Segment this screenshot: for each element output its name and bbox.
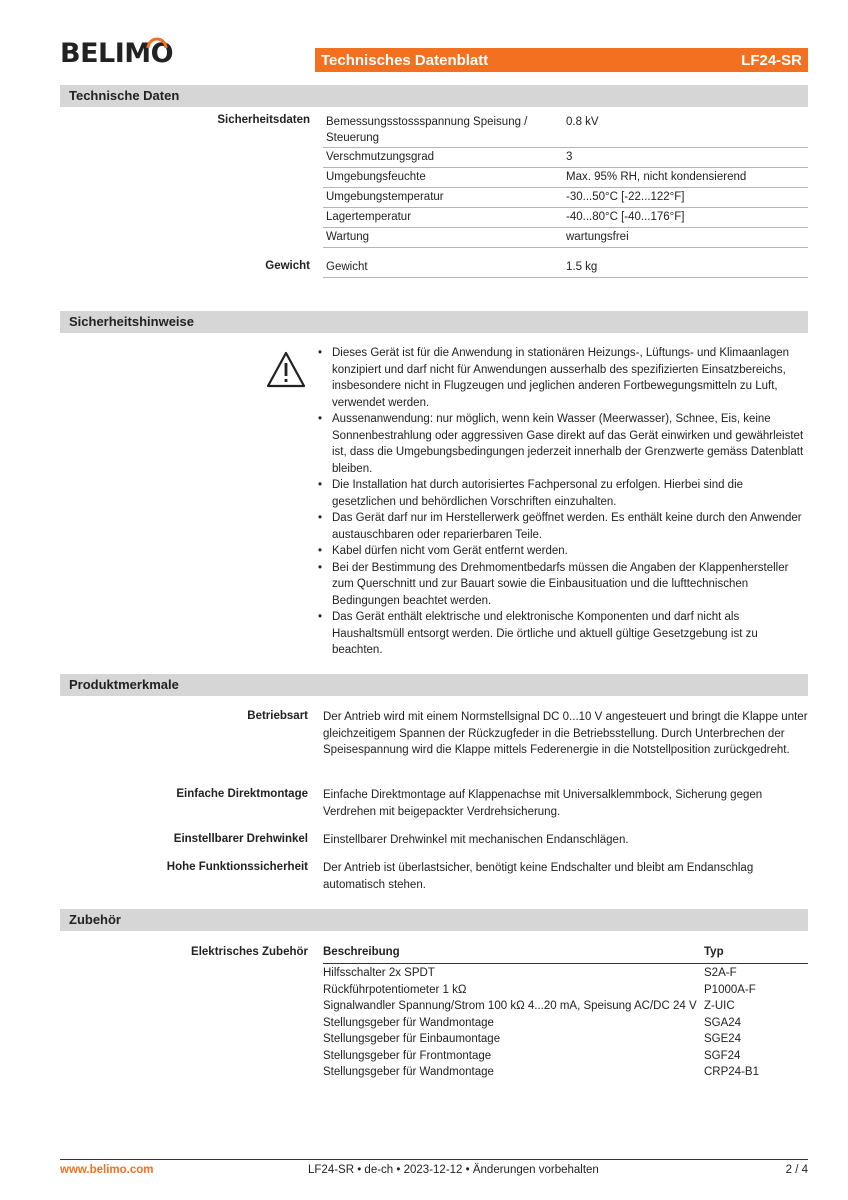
row-value: Max. 95% RH, nicht kondensierend xyxy=(566,171,747,183)
table-row xyxy=(323,259,808,278)
section-technical-data: Technische Daten xyxy=(60,85,808,107)
safety-bullet-list xyxy=(316,345,806,659)
table-row xyxy=(323,998,808,1015)
row-name: Umgebungstemperatur xyxy=(326,191,444,203)
table-row xyxy=(323,1064,808,1081)
feature-text: Einstellbarer Drehwinkel mit mechanischen Endanschlägen. xyxy=(323,834,629,846)
table-row xyxy=(323,982,808,999)
accessory-description: Stellungsgeber für Frontmontage xyxy=(323,1049,492,1062)
logo-text: BELIMO xyxy=(60,38,174,69)
warning-triangle-icon xyxy=(265,350,307,390)
list-item: • Aussenanwendung: nur möglich, wenn kein Wasser (Meerwasser), Schnee, Eis, keine Sonnenbestrahlung oder aggressiven Gase direkt auf das Gerät einwirken und gewährleistet ist, dass die Umgebungsbedingungen jederzeit innerhalb der Grenzwerte gemäss Datenblatt bleiben. xyxy=(316,411,806,477)
accessory-description: Signalwandler Spannung/Strom 100 kΩ 4...20 mA, Speisung AC/DC 24 V xyxy=(323,1000,697,1012)
row-value: wartungsfrei xyxy=(566,231,629,243)
accessory-type: Z-UIC xyxy=(704,1000,735,1012)
document-title: Technisches Datenblatt xyxy=(321,51,489,69)
accessory-type: CRP24-B1 xyxy=(704,1066,759,1078)
column-header-type: Typ xyxy=(704,946,724,958)
feature-label: Einfache Direktmontage xyxy=(176,788,308,800)
row-value: 0.8 kV xyxy=(566,116,599,128)
feature-label: Hohe Funktionssicherheit xyxy=(166,861,308,873)
row-name: Lagertemperatur xyxy=(326,211,412,223)
list-item: • Dieses Gerät ist für die Anwendung in stationären Heizungs-, Lüftungs- und Klimaanlagen konzipiert und darf nicht für Anwendungen ausserhalb des spezifizierten Einsatzbereichs, insbesondere nicht in Flugzeugen und jeglichen anderen Fortbewegungsmitteln zu Luft, verwendet werden. xyxy=(316,345,806,411)
row-value: 1.5 kg xyxy=(566,261,598,273)
feature-text: Einfache Direktmontage auf Klappenachse mit Universalklemmbock, Sicherung gegen Verdrehen mit beigepackter Verdrehsicherung. xyxy=(323,789,763,818)
table-row xyxy=(323,1031,808,1048)
footer-divider xyxy=(60,1159,808,1160)
table-row xyxy=(323,965,808,982)
row-name: Verschmutzungsgrad xyxy=(326,151,435,163)
accessory-type: SGF24 xyxy=(704,1049,741,1062)
header-divider xyxy=(323,963,808,964)
table-row xyxy=(323,149,808,168)
accessory-description: Stellungsgeber für Wandmontage xyxy=(323,1016,494,1029)
table-row xyxy=(323,1048,808,1065)
list-item: • Das Gerät enthält elektrische und elektronische Komponenten und darf nicht als Haushaltsmüll entsorgt werden. Die örtliche und aktuell gültige Gesetzgebung ist zu beachten. xyxy=(316,609,806,659)
table-row xyxy=(323,229,808,248)
table-row xyxy=(323,113,808,148)
table-row xyxy=(323,1015,808,1032)
feature-text: Der Antrieb wird mit einem Normstellsignal DC 0...10 V angesteuert und bringt die Klappe unter gleichzeitigem Spannen der Rückzugfeder in die Betriebsstellung. Durch Unterbrechen der Speisespannung wird die Klappe mittels Federenergie in die Notstellposition zurückgedreht. xyxy=(323,711,808,756)
accessory-description: Rückführpotentiometer 1 kΩ xyxy=(323,983,467,996)
document-header-bar xyxy=(315,48,808,72)
row-value: -30...50°C [-22...122°F] xyxy=(566,191,685,203)
accessory-description: Hilfsschalter 2x SPDT xyxy=(323,967,435,979)
list-item: • Die Installation hat durch autorisiertes Fachpersonal zu erfolgen. Hierbei sind die gesetzlichen und behördlichen Vorschriften einzuhalten. xyxy=(316,477,806,510)
accessory-group-label: Elektrisches Zubehör xyxy=(191,946,308,958)
logo-arc-icon xyxy=(146,36,168,50)
feature-text: Der Antrieb ist überlastsicher, benötigt keine Endschalter und bleibt am Endanschlag automatisch stehen. xyxy=(323,862,754,891)
section-product-features: Produktmerkmale xyxy=(60,674,808,696)
footer-document-info: LF24-SR • de-ch • 2023-12-12 • Änderungen vorbehalten xyxy=(308,1164,599,1176)
row-value: 3 xyxy=(566,151,573,163)
feature-label: Einstellbarer Drehwinkel xyxy=(173,833,308,845)
list-item: • Kabel dürfen nicht vom Gerät entfernt werden. xyxy=(316,543,806,560)
weight-label: Gewicht xyxy=(265,260,310,272)
feature-label: Betriebsart xyxy=(247,710,308,722)
section-safety-notes: Sicherheitshinweise xyxy=(60,311,808,333)
section-accessories: Zubehör xyxy=(60,909,808,931)
row-name: Gewicht xyxy=(326,261,368,273)
footer-website-link[interactable]: www.belimo.com xyxy=(60,1164,154,1176)
accessory-description: Stellungsgeber für Wandmontage xyxy=(323,1066,494,1078)
row-value: -40...80°C [-40...176°F] xyxy=(566,211,685,223)
safety-data-label: Sicherheitsdaten xyxy=(217,114,310,126)
row-name: Wartung xyxy=(326,231,370,243)
accessory-type: S2A-F xyxy=(704,967,737,979)
row-name: Umgebungsfeuchte xyxy=(326,171,426,183)
list-item: • Bei der Bestimmung des Drehmomentbedarfs müssen die Angaben der Klappenhersteller zum Querschnitt und zur Bauart sowie die Einbausituation und die lufttechnischen Bedingungen beachtet werden. xyxy=(316,560,806,610)
accessory-type: P1000A-F xyxy=(704,983,756,996)
list-item: • Das Gerät darf nur im Herstellerwerk geöffnet werden. Es enthält keine durch den Anwender austauschbaren oder reparierbaren Teile. xyxy=(316,510,806,543)
accessory-description: Stellungsgeber für Einbaumontage xyxy=(323,1033,501,1045)
table-row xyxy=(323,209,808,228)
row-name: Bemessungsstossspannung Speisung / Steuerung xyxy=(326,116,528,144)
table-row xyxy=(323,169,808,188)
model-number: LF24-SR xyxy=(741,51,802,69)
table-row xyxy=(323,189,808,208)
accessory-type: SGE24 xyxy=(704,1033,742,1045)
column-header-description: Beschreibung xyxy=(323,946,400,958)
accessory-type: SGA24 xyxy=(704,1016,742,1029)
page-number: 2 / 4 xyxy=(785,1164,808,1176)
